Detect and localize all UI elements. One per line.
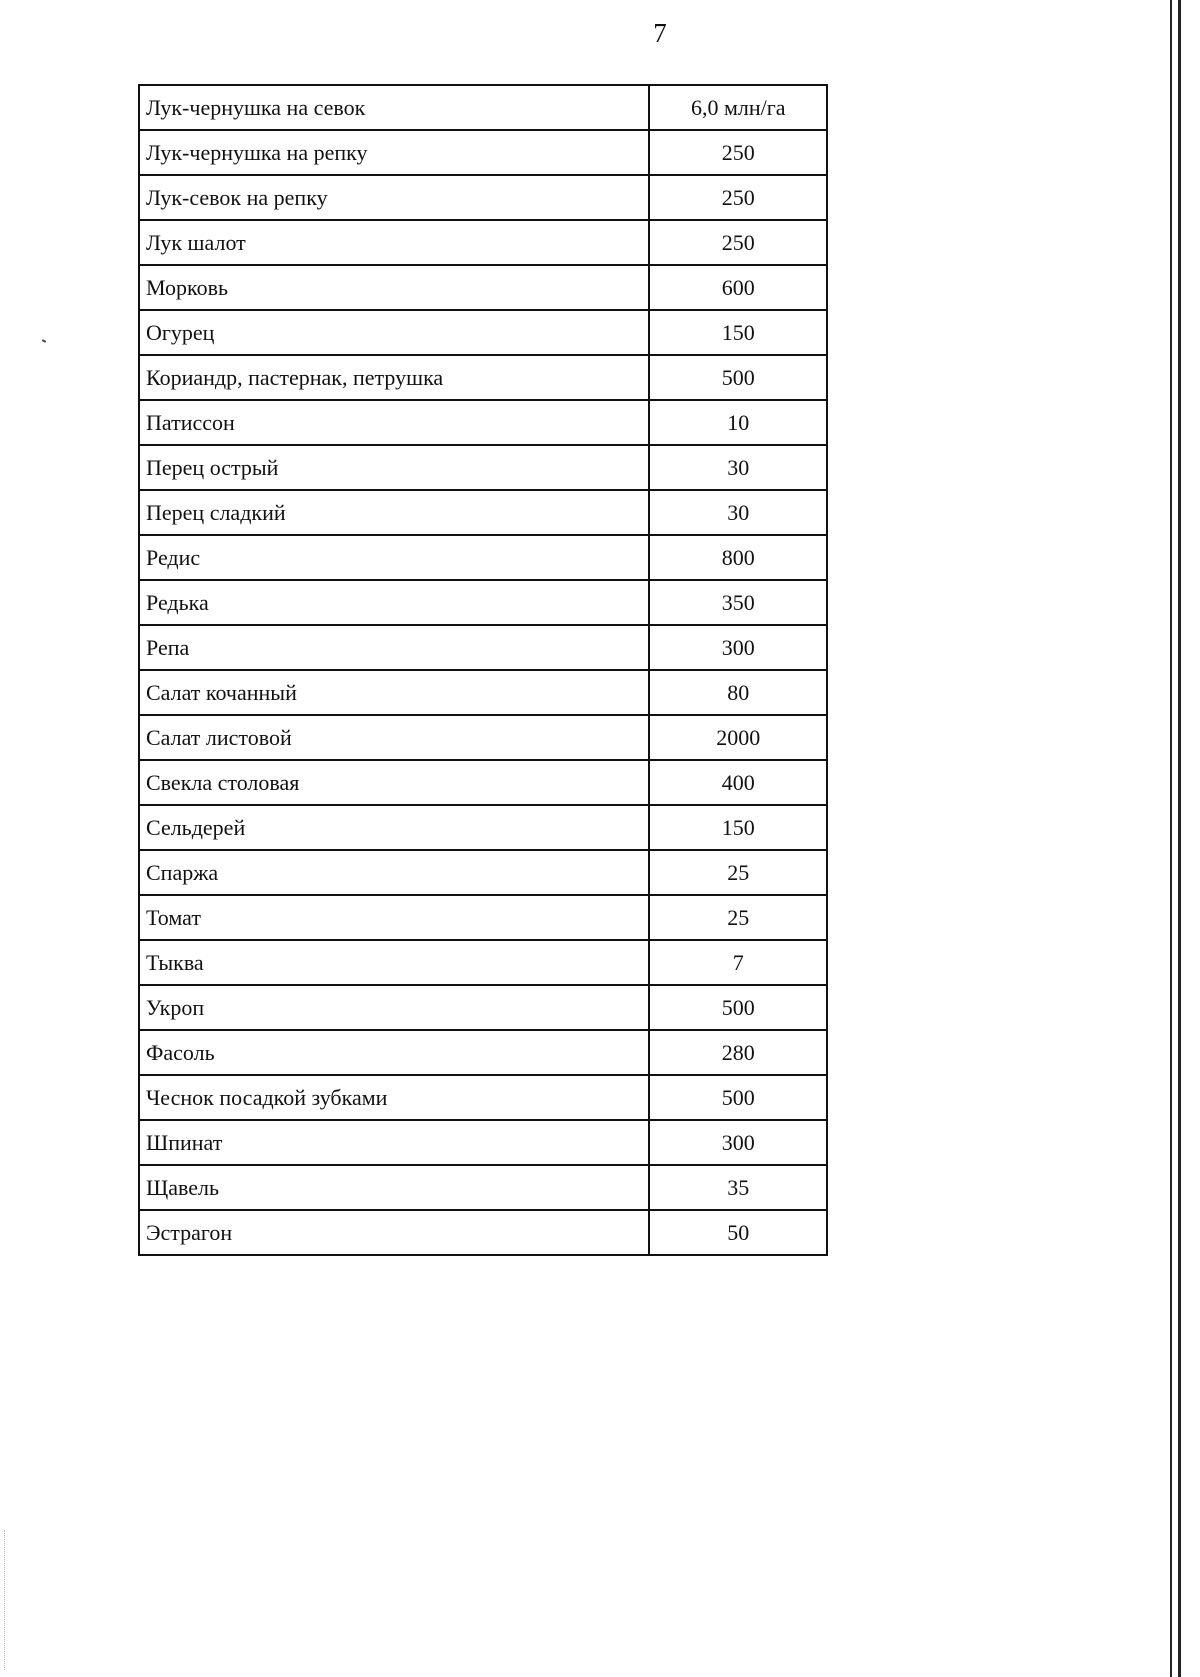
binding-edge-line (1170, 0, 1172, 1677)
table-row (139, 400, 827, 445)
rate-value-cell: 25 (649, 895, 827, 940)
rate-value-cell: 150 (649, 805, 827, 850)
crop-name-cell: Салат листовой (139, 715, 649, 760)
table-row (139, 670, 827, 715)
crop-name-cell: Свекла столовая (139, 760, 649, 805)
table-row (139, 625, 827, 670)
crop-name-cell: Томат (139, 895, 649, 940)
scan-dotted-edge (4, 1530, 6, 1670)
table-row (139, 1075, 827, 1120)
crop-name-cell: Лук-чернушка на репку (139, 130, 649, 175)
crop-name-cell: Редис (139, 535, 649, 580)
table-row (139, 850, 827, 895)
crop-name-cell: Сельдерей (139, 805, 649, 850)
rate-value-cell: 500 (649, 1075, 827, 1120)
crop-name-cell: Фасоль (139, 1030, 649, 1075)
crop-name-cell: Лук-севок на репку (139, 175, 649, 220)
rate-value-cell: 600 (649, 265, 827, 310)
crop-name-cell: Патиссон (139, 400, 649, 445)
rate-value-cell: 25 (649, 850, 827, 895)
table-row (139, 355, 827, 400)
crop-name-cell: Укроп (139, 985, 649, 1030)
rate-value-cell: 7 (649, 940, 827, 985)
page-number: 7 (653, 18, 667, 48)
table-row (139, 130, 827, 175)
rate-value-cell: 500 (649, 985, 827, 1030)
seeding-rate-table (138, 84, 828, 1256)
table-row (139, 490, 827, 535)
rate-value-cell: 800 (649, 535, 827, 580)
table-row (139, 1120, 827, 1165)
table-row (139, 805, 827, 850)
rate-value-cell: 400 (649, 760, 827, 805)
binding-edge-line (1178, 0, 1181, 1677)
table-row (139, 760, 827, 805)
crop-name-cell: Редька (139, 580, 649, 625)
scan-speck (42, 339, 46, 343)
table-row (139, 580, 827, 625)
table-row (139, 1210, 827, 1255)
table-row (139, 310, 827, 355)
rate-value-cell: 35 (649, 1165, 827, 1210)
table-row (139, 85, 827, 130)
crop-name-cell: Лук-чернушка на севок (139, 85, 649, 130)
table-row (139, 1165, 827, 1210)
rate-value-cell: 150 (649, 310, 827, 355)
table-row (139, 940, 827, 985)
crop-name-cell: Морковь (139, 265, 649, 310)
rate-value-cell: 250 (649, 220, 827, 265)
table-row (139, 715, 827, 760)
crop-name-cell: Тыква (139, 940, 649, 985)
rate-value-cell: 6,0 млн/га (649, 85, 827, 130)
crop-name-cell: Огурец (139, 310, 649, 355)
rate-value-cell: 10 (649, 400, 827, 445)
rate-value-cell: 30 (649, 445, 827, 490)
crop-name-cell: Кориандр, пастернак, петрушка (139, 355, 649, 400)
rate-value-cell: 350 (649, 580, 827, 625)
rate-value-cell: 280 (649, 1030, 827, 1075)
table-row (139, 895, 827, 940)
crop-name-cell: Щавель (139, 1165, 649, 1210)
rate-value-cell: 250 (649, 175, 827, 220)
table-row (139, 985, 827, 1030)
table-row (139, 265, 827, 310)
crop-name-cell: Салат кочанный (139, 670, 649, 715)
table-row (139, 1030, 827, 1075)
rate-value-cell: 2000 (649, 715, 827, 760)
table-row (139, 175, 827, 220)
rate-value-cell: 50 (649, 1210, 827, 1255)
table-row (139, 445, 827, 490)
crop-name-cell: Шпинат (139, 1120, 649, 1165)
rate-value-cell: 500 (649, 355, 827, 400)
rate-value-cell: 80 (649, 670, 827, 715)
rate-value-cell: 30 (649, 490, 827, 535)
crop-name-cell: Репа (139, 625, 649, 670)
rate-value-cell: 250 (649, 130, 827, 175)
crop-name-cell: Лук шалот (139, 220, 649, 265)
crop-name-cell: Перец сладкий (139, 490, 649, 535)
crop-name-cell: Эстрагон (139, 1210, 649, 1255)
crop-name-cell: Чеснок посадкой зубками (139, 1075, 649, 1120)
rate-value-cell: 300 (649, 1120, 827, 1165)
table-row (139, 535, 827, 580)
crop-name-cell: Спаржа (139, 850, 649, 895)
table-row (139, 220, 827, 265)
rate-value-cell: 300 (649, 625, 827, 670)
crop-name-cell: Перец острый (139, 445, 649, 490)
